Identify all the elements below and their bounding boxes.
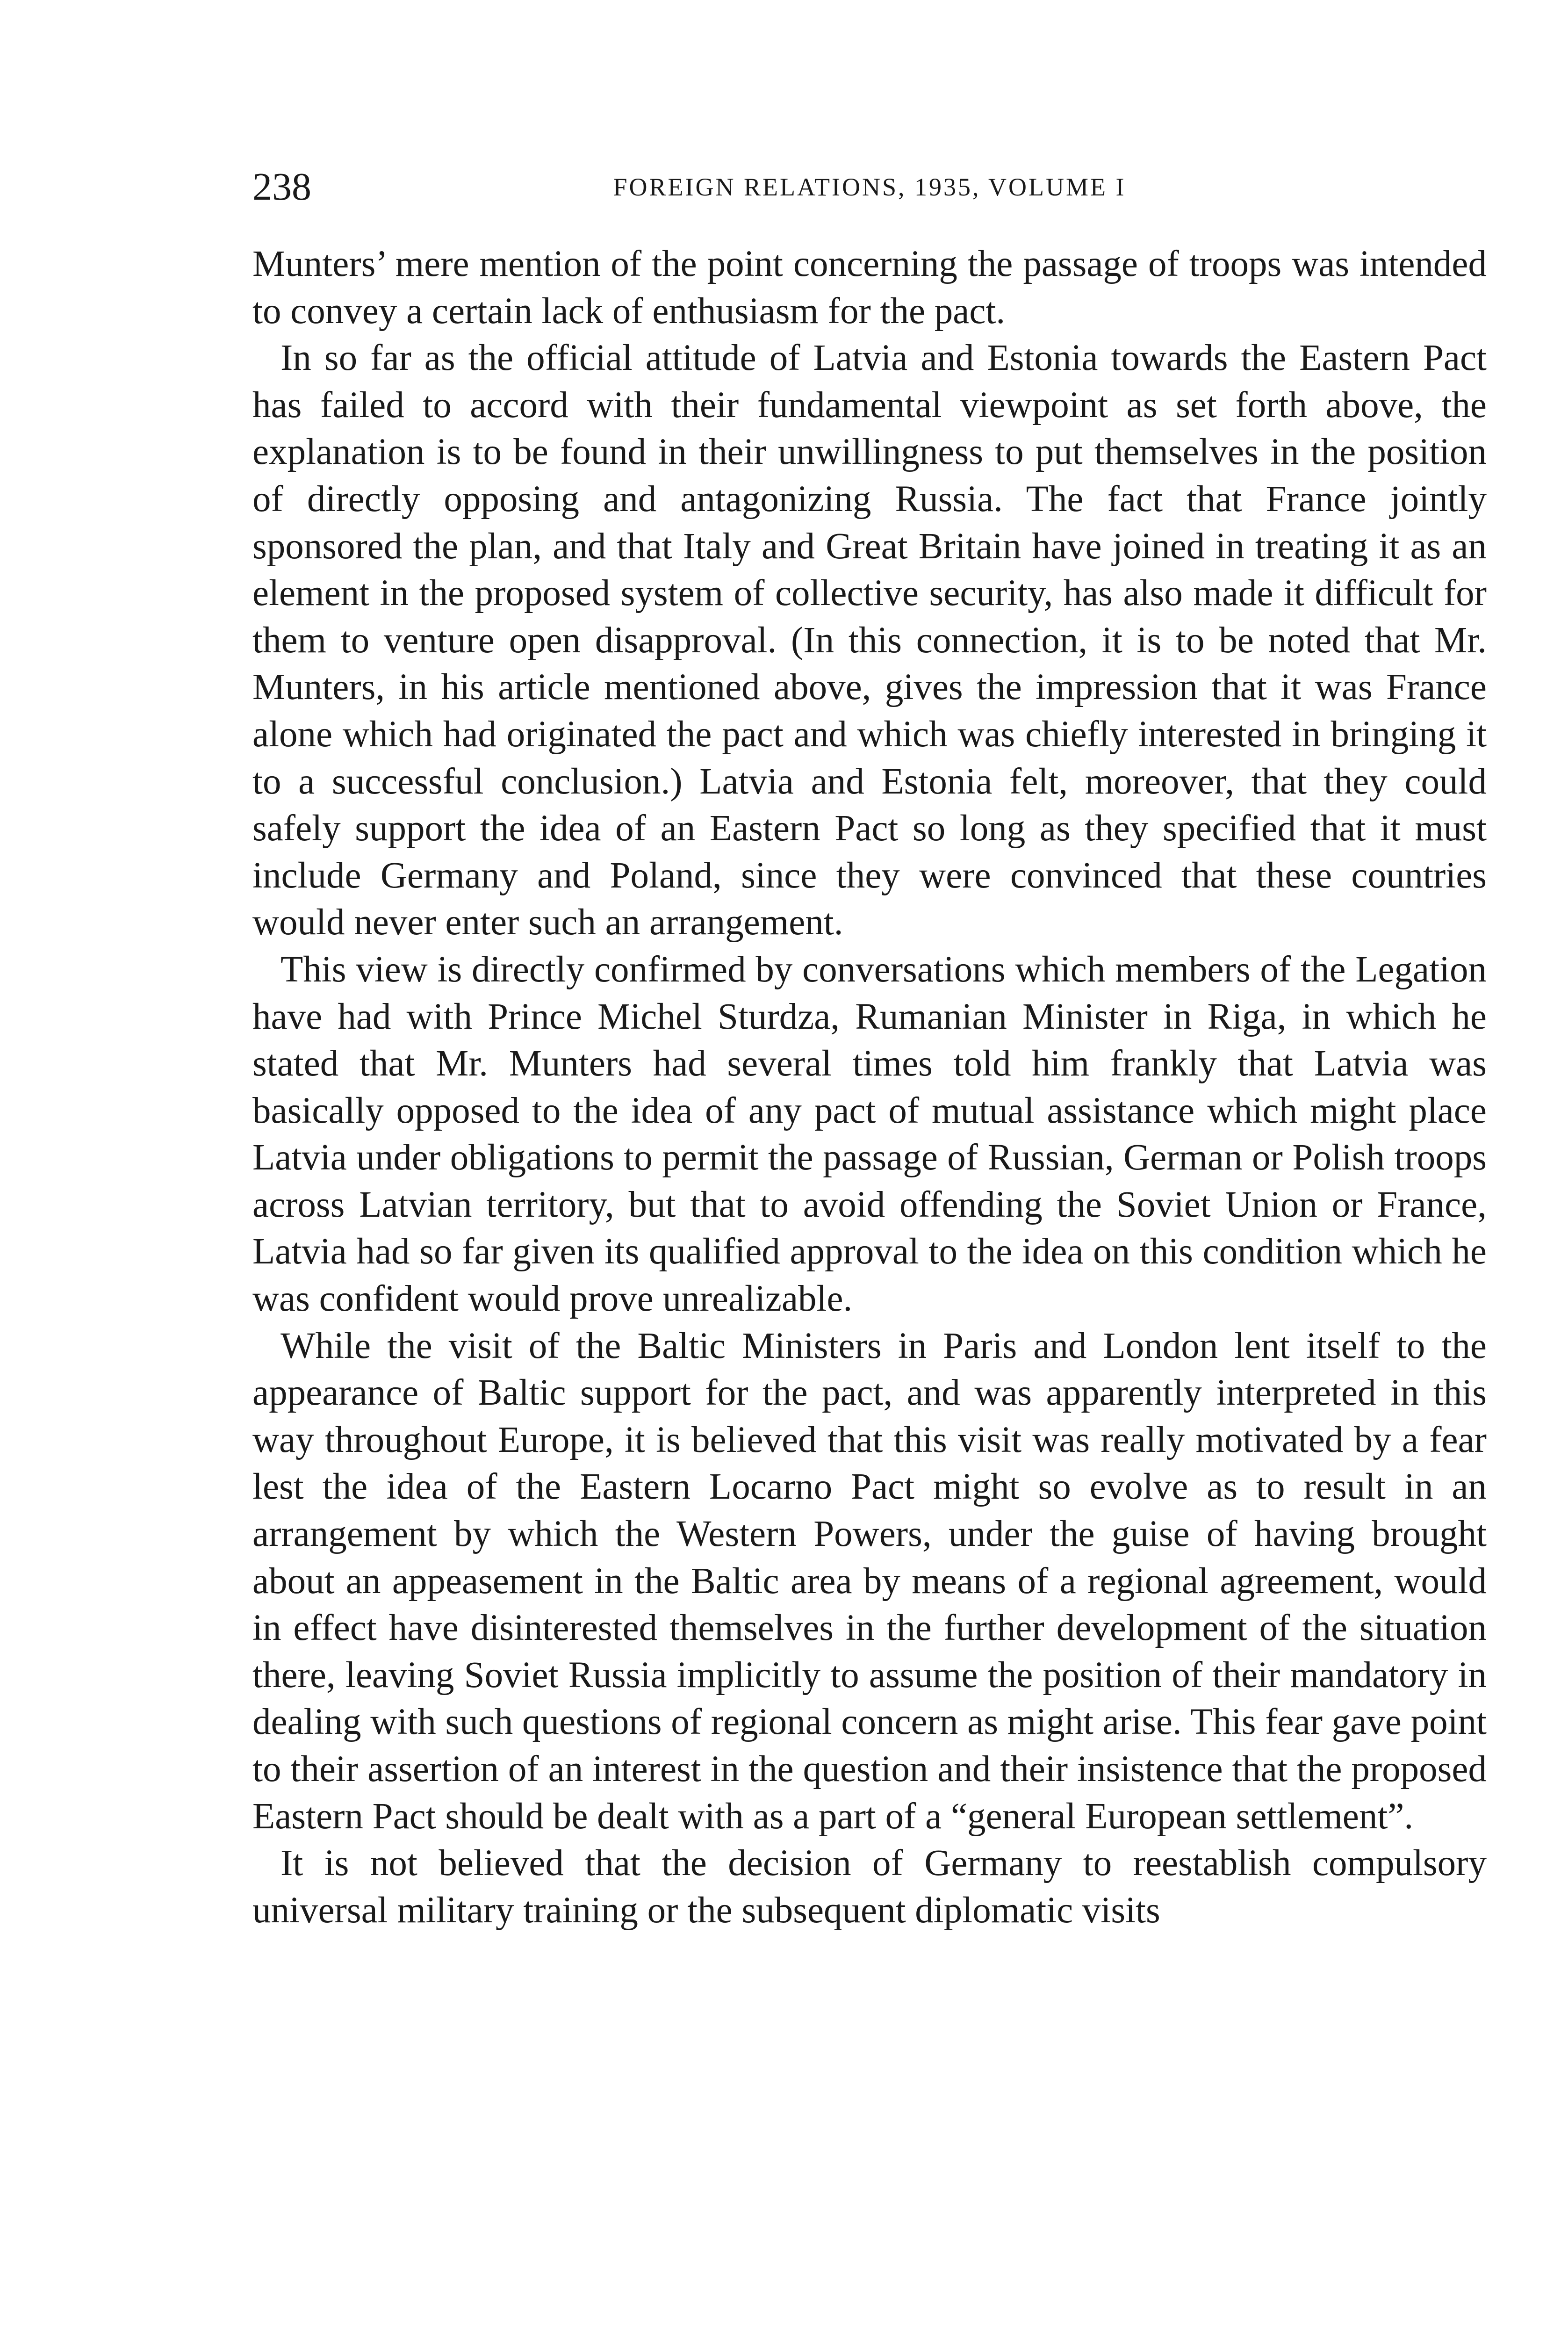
paragraph: Munters’ mere mention of the point concerning the passage of troops was intended to convey a certain lack of enthusiasm for the pact. bbox=[252, 244, 1487, 332]
paragraph: This view is directly confirmed by conversations which members of the Legation have had with Prince Michel Sturdza, Rumanian Minister in Riga, in which he stated that Mr. Munters had several times told him frankly that Latvia was basically opposed to the idea of any pact of mutual assistance which might place Latvia under obligations to permit the passage of Russian, German or Polish troops across Latvian territory, but that to avoid offending the Soviet Union or France, Latvia had so far given its qualified approval to the idea on this condition which he was confident would prove unrealizable. bbox=[252, 949, 1487, 1320]
page-number: 238 bbox=[252, 165, 311, 209]
paragraph: In so far as the official attitude of Latvia and Estonia towards the Eastern Pact has failed to accord with their fundamental viewpoint as set forth above, the explanation is to be found in their unwillingness to put themselves in the position of directly opposing and antagonizing Russia. The fact that France jointly sponsored the plan, and that Italy and Great Britain have joined in treating it as an element in the proposed system of collective security, has also made it difficult for them to venture open disapproval. (In this connection, it is to be noted that Mr. Munters, in his article mentioned above, gives the impression that it was France alone which had originated the pact and which was chiefly interested in bringing it to a successful conclusion.) Latvia and Estonia felt, moreover, that they could safely support the idea of an Eastern Pact so long as they specified that it must include Germany and Poland, since they were convinced that these countries would never enter such an arrangement. bbox=[252, 338, 1487, 943]
page-header bbox=[252, 161, 1487, 213]
paragraph: While the visit of the Baltic Ministers in Paris and London lent itself to the appearance of Baltic support for the pact, and was apparently interpreted in this way throughout Europe, it is believed that this visit was really motivated by a fear lest the idea of the Eastern Locarno Pact might so evolve as to result in an arrangement by which the Western Powers, under the guise of having brought about an appeasement in the Baltic area by means of a regional agreement, would in effect have disinterested themselves in the further development of the situation there, leaving Soviet Russia implicitly to assume the position of their mandatory in dealing with such questions of regional concern as might arise. This fear gave point to their assertion of an interest in the question and their insistence that the proposed Eastern Pact should be dealt with as a part of a “general European settlement”. bbox=[252, 1325, 1487, 1837]
body-text bbox=[252, 241, 1487, 1934]
running-head: FOREIGN RELATIONS, 1935, VOLUME I bbox=[613, 173, 1126, 201]
paragraph: It is not believed that the decision of Germany to reestablish compulsory universal military training or the subsequent diplomatic visits bbox=[252, 1843, 1487, 1931]
